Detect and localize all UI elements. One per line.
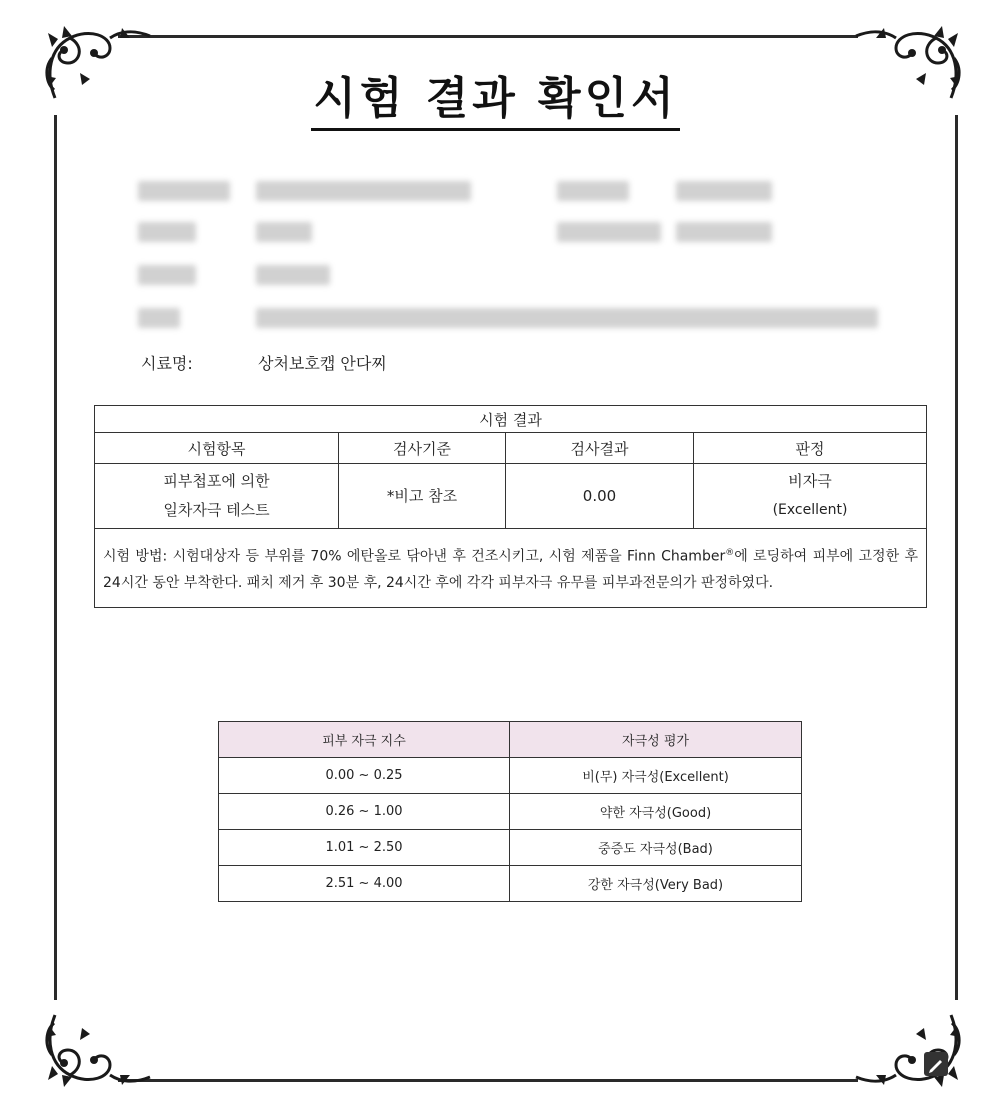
- column-header: 판정: [694, 433, 927, 464]
- test-method-text: 시험 방법: 시험대상자 등 부위를 70% 에탄올로 닦아낸 후 건조시키고, 시험 제품을 Finn Chamber®에 로딩하여 피부에 고정한 후 24시간 동안 부착한다. 패치 제거 후 30분 후, 24시간 후에 각각 피부자극 유무를 피부과전문의가 판정하였다.: [95, 529, 927, 608]
- table-row: [219, 866, 802, 902]
- irritation-rating: 비(무) 자극성(Excellent): [510, 758, 802, 794]
- ornament-corner-icon: [848, 1005, 966, 1095]
- page-title: 시험 결과 확인서: [0, 62, 991, 126]
- column-header: 시험항목: [95, 433, 339, 464]
- index-range: 1.01 ~ 2.50: [219, 830, 510, 866]
- irritation-rating: 약한 자극성(Good): [510, 794, 802, 830]
- frame-top-line: [118, 35, 858, 38]
- irritation-scale-table: [218, 721, 802, 902]
- column-header: 피부 자극 지수: [219, 722, 510, 758]
- table-row: [219, 794, 802, 830]
- sample-label: 시료명:: [141, 354, 193, 373]
- test-item-line: 피부첩포에 의한: [163, 472, 270, 490]
- criteria-cell: *비고 참조: [339, 464, 506, 529]
- judgment-line: (Excellent): [772, 502, 848, 518]
- table-row: [219, 830, 802, 866]
- column-header: 검사기준: [339, 433, 506, 464]
- sample-value: 상처보호캡 안다찌: [258, 354, 387, 373]
- irritation-rating: 강한 자극성(Very Bad): [510, 866, 802, 902]
- test-item-line: 일차자극 테스트: [163, 501, 270, 519]
- column-header: 자극성 평가: [510, 722, 802, 758]
- column-header: 검사결과: [506, 433, 694, 464]
- ornament-corner-icon: [40, 1005, 158, 1095]
- index-range: 0.26 ~ 1.00: [219, 794, 510, 830]
- index-range: 2.51 ~ 4.00: [219, 866, 510, 902]
- pen-icon[interactable]: [924, 1052, 948, 1076]
- judgment-line: 비자극: [788, 472, 832, 490]
- irritation-rating: 중증도 자극성(Bad): [510, 830, 802, 866]
- table-row: [219, 758, 802, 794]
- judgment-cell: [694, 464, 927, 529]
- frame-left-line: [54, 115, 57, 1000]
- frame-right-line: [955, 115, 958, 1000]
- result-table-title: 시험 결과: [95, 406, 927, 433]
- frame-bottom-line: [118, 1079, 858, 1082]
- result-cell: 0.00: [506, 464, 694, 529]
- index-range: 0.00 ~ 0.25: [219, 758, 510, 794]
- result-table: [94, 405, 927, 608]
- test-item-cell: [95, 464, 339, 529]
